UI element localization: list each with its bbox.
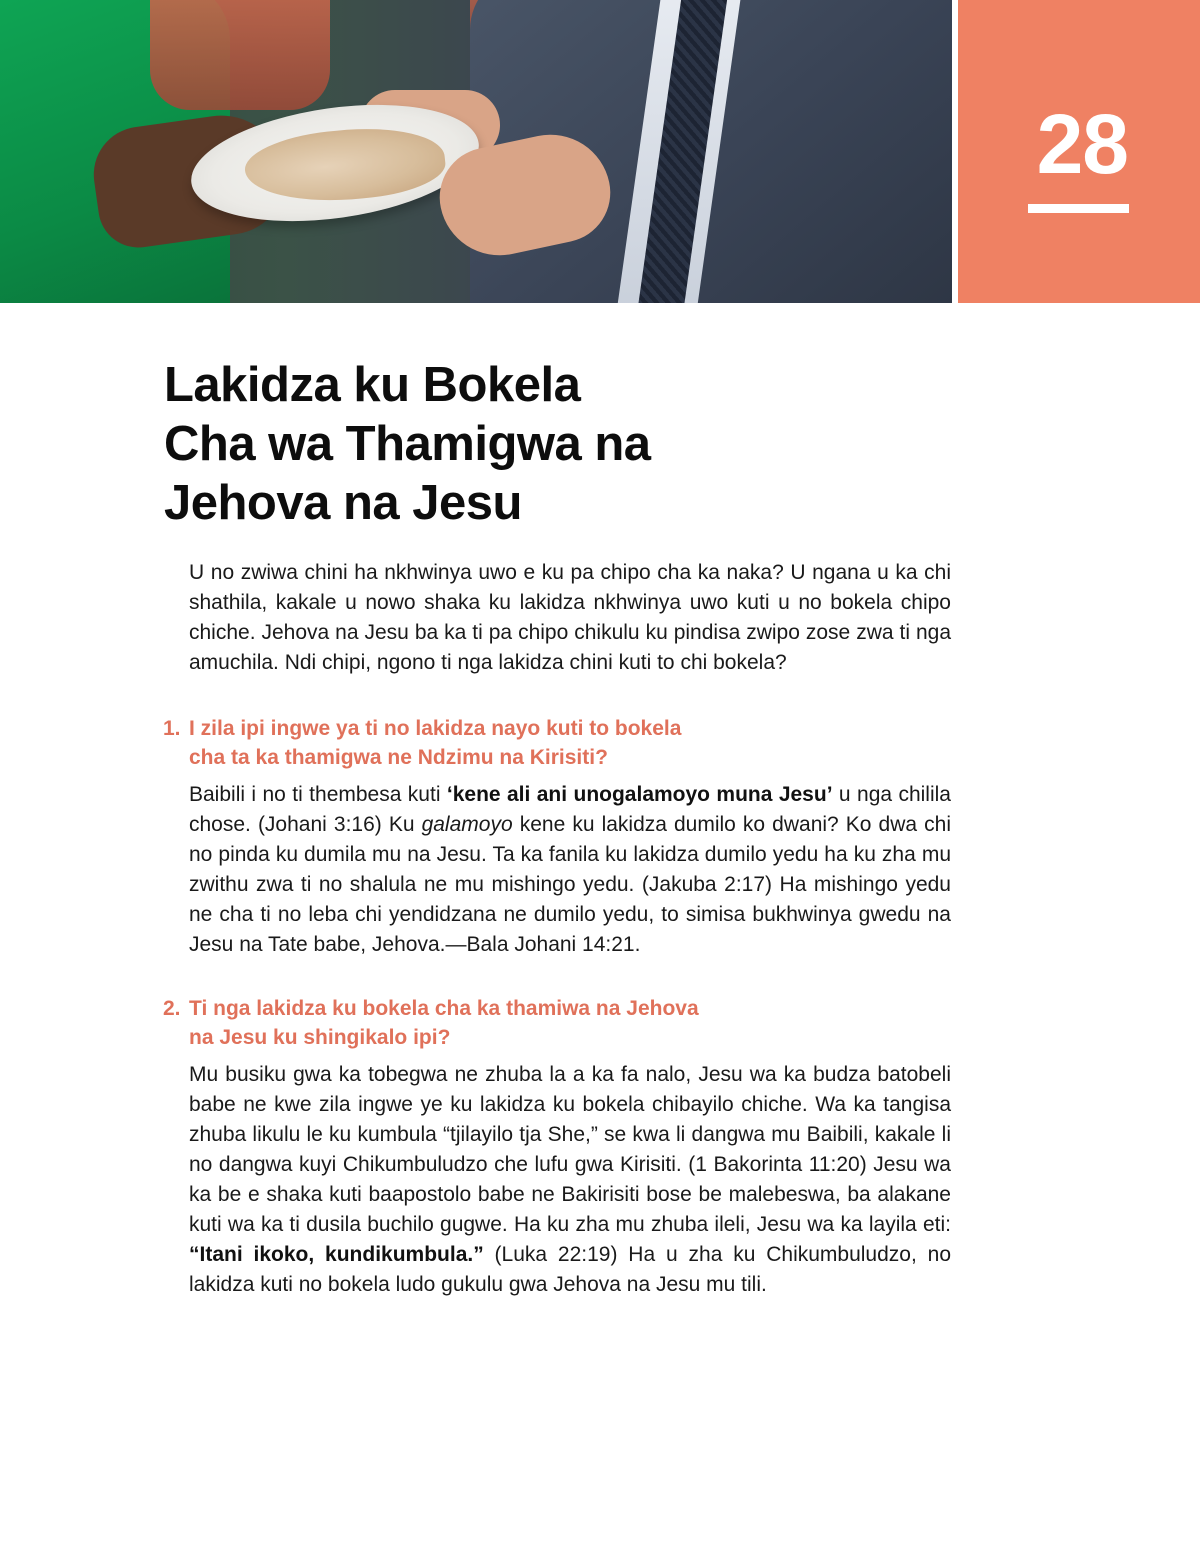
title-line: Cha wa Thamigwa na xyxy=(164,417,651,471)
section-question xyxy=(163,994,951,1052)
section-2 xyxy=(163,994,952,1300)
intro-paragraph: U no zwiwa chini ha nkhwinya uwo e ku pa chipo cha ka naka? U ngana u ka chi shathila, kakale u nowo shaka ku lakidza nkhwinya uwo kuti u no bokela chipo chiche. Jehova na Jesu ba ka ti pa chipo chikulu ku pindisa zwipo zose zwa ti nga amuchila. Ndi chipi, ngono ti nga lakidza chini kuti to chi bokela? xyxy=(189,561,951,674)
header-photo xyxy=(0,0,952,303)
chapter-number: 28 xyxy=(1036,97,1128,191)
text-run: Mu busiku gwa ka tobegwa ne zhuba la a ka fa nalo, Jesu wa ka budza batobeli babe ne kwe zila ingwe ye ku lakidza ku bokela chibayilo chiche. Wa ka tangisa zhuba likulu le ku kumbula “tjilayilo tja She,” se kwa li dangwa mu Baibili, kakale li no dangwa kuyi Chikumbuludzo che lufu gwa Kirisiti. (1 Bakorinta 11:20) Jesu wa ka be e shaka kuti baapostolo babe ne Bakirisiti bose be malebeswa, ba alakane kuti wa ka ti dusila buchilo gugwe. Ha ku zha mu zhuba ileli, Jesu wa ka layila eti: xyxy=(189,1063,951,1236)
section-question xyxy=(163,714,951,772)
question-line: I zila ipi ingwe ya ti no lakidza nayo kuti to bokela xyxy=(189,717,682,740)
chapter-underline xyxy=(1028,204,1129,213)
question-line: Ti nga lakidza ku bokela cha ka thamiwa na Jehova xyxy=(189,997,699,1020)
question-number: 2. xyxy=(163,997,181,1020)
italic-term: galamoyo xyxy=(421,813,513,836)
page-title xyxy=(164,356,924,533)
text-run: u nga chilila chose. (Johani 3:16) Ku xyxy=(189,783,951,836)
bold-quote: “Itani ikoko, kundikumbula.” xyxy=(189,1243,484,1266)
section-paragraph xyxy=(189,1060,951,1300)
title-line: Lakidza ku Bokela xyxy=(164,358,581,412)
section-paragraph xyxy=(189,780,951,960)
question-number: 1. xyxy=(163,717,181,740)
text-run: kene ku lakidza dumilo ko dwani? Ko dwa chi no pinda ku dumila mu na Jesu. Ta ka fanila ku lakidza dumilo yedu ha ku zha mu zwithu zwa ti no shalula ne mu mishingo yedu. (Jakuba 2:17) Ha mishingo yedu ne cha ti no leba chi yendidzana ne dumilo yedu, to simisa bukhwinya gwedu na Jesu na Tate babe, Jehova.—Bala Johani 14:21. xyxy=(189,813,951,956)
bold-quote: ‘kene ali ani unogalamoyo muna Jesu’ xyxy=(446,783,833,806)
question-line: na Jesu ku shingikalo ipi? xyxy=(189,1026,451,1049)
text-run: (Luka 22:19) Ha u zha ku Chikumbuludzo, no lakidza kuti no bokela ludo gukulu gwa Jehova na Jesu mu tili. xyxy=(189,1243,952,1296)
article-body xyxy=(163,558,952,1300)
chair-back xyxy=(150,0,330,110)
title-line: Jehova na Jesu xyxy=(164,476,522,530)
text-run: Baibili i no ti thembesa kuti xyxy=(189,783,447,806)
question-line: cha ta ka thamigwa ne Ndzimu na Kirisiti? xyxy=(189,746,608,769)
section-1 xyxy=(163,714,951,960)
